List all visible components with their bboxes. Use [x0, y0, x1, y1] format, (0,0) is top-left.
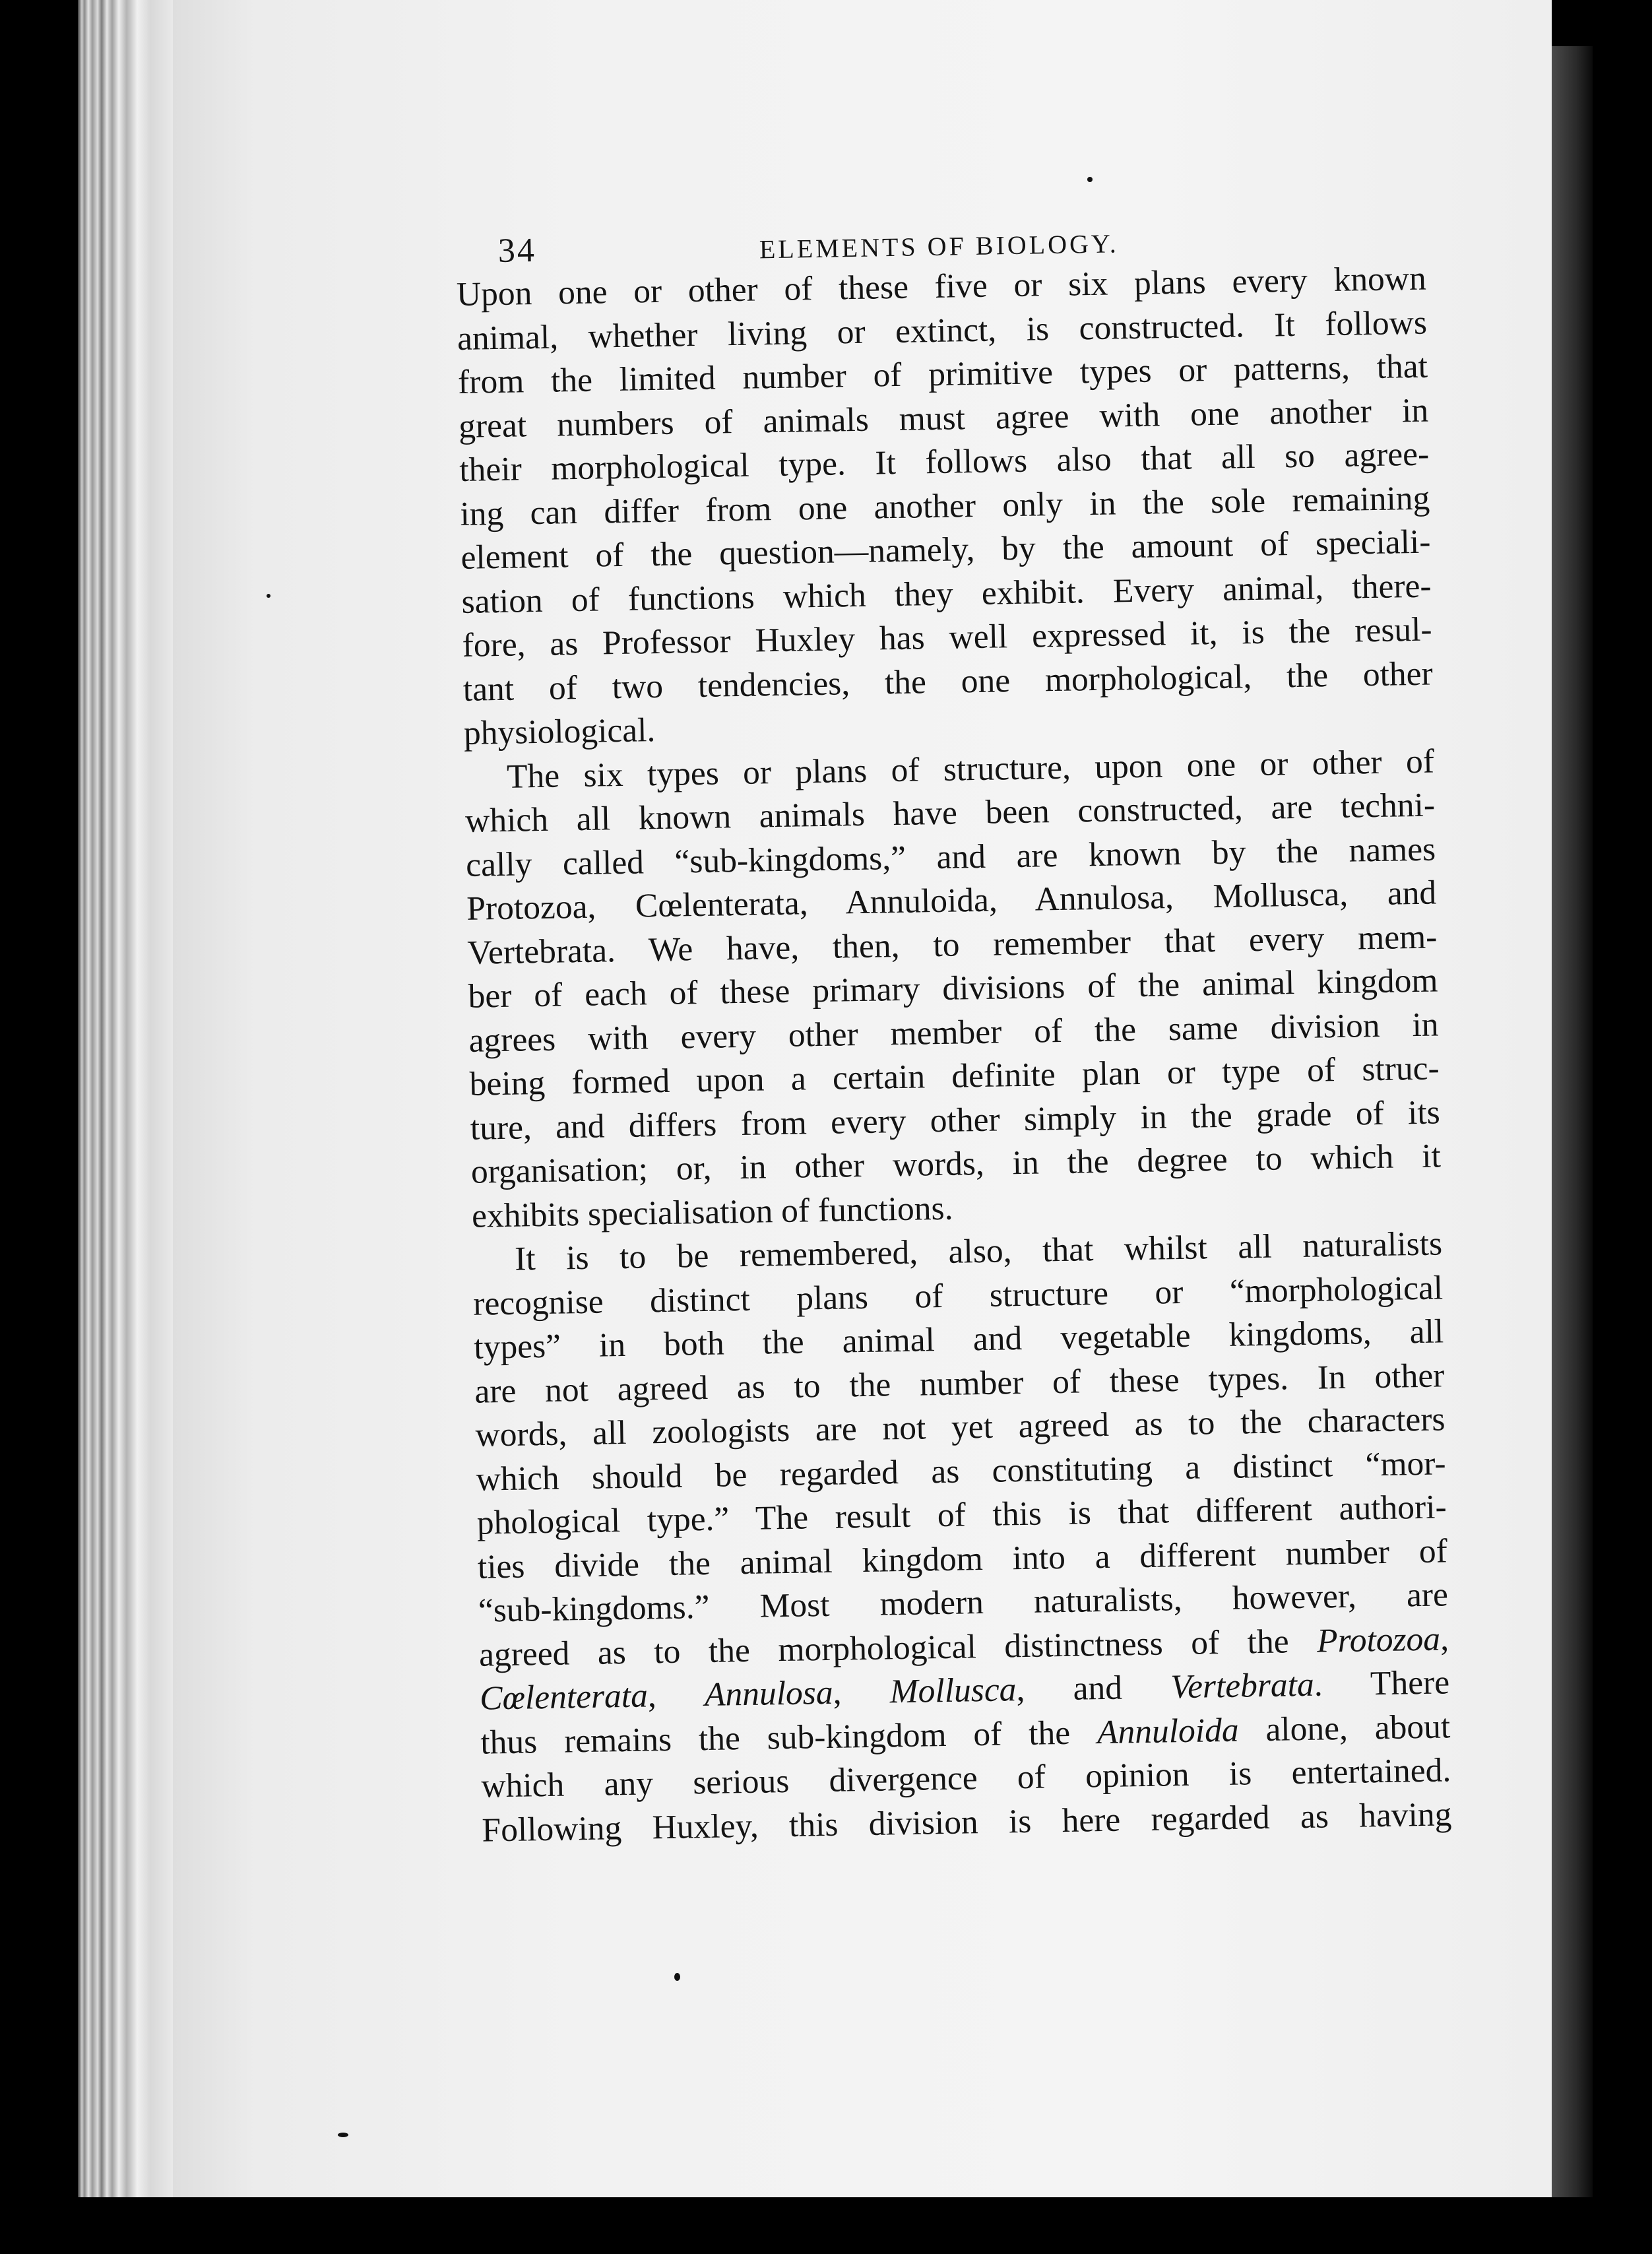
text-line: The six types or plans of structure, upon one or other of — [506, 742, 1435, 796]
text-line: fore, as Professor Huxley has well expressed it, is the resul- — [462, 610, 1433, 664]
page-edges — [78, 0, 177, 2204]
text-line: ber of each of these primary divisions of the animal kingdom — [468, 961, 1438, 1015]
text-line: phological type.” The result of this is that different authori- — [476, 1488, 1447, 1542]
page-number: 34 — [497, 231, 537, 270]
paragraph — [472, 1222, 1452, 1852]
text-line: physiological. — [463, 711, 656, 752]
paragraph — [464, 740, 1442, 1239]
text-line: words, all zoologists are not yet agreed as to the characters — [475, 1400, 1446, 1454]
text-line: animal, whether living or extinct, is constructed. It follows — [457, 304, 1428, 358]
text-line: thus remains the sub-kingdom of the Annuloida alone, about — [480, 1707, 1451, 1762]
text-line: ture, and differs from every other simply in the grade of its — [470, 1093, 1441, 1147]
text-line: Upon one or other of these five or six plans every known — [456, 259, 1427, 313]
text-line: Cœlenterata, Annulosa, Mollusca, and Vertebrata. There — [479, 1663, 1450, 1718]
text-line: Following Huxley, this division is here regarded as having — [482, 1795, 1452, 1850]
ink-speck — [1087, 177, 1093, 182]
text-block — [455, 202, 1452, 1853]
text-line: cally called “sub-kingdoms,” and are known by the names — [465, 829, 1436, 884]
text-line: Protozoa, Cœlenterata, Annuloida, Annulosa, Mollusca, and — [466, 874, 1437, 928]
running-head-title: ELEMENTS OF BIOLOGY. — [759, 228, 1119, 265]
text-line: which should be regarded as constituting a distinct “mor- — [476, 1444, 1446, 1498]
text-line: are not agreed as to the number of these types. In other — [474, 1356, 1445, 1411]
text-line: element of the question—namely, by the amount of speciali- — [461, 523, 1431, 577]
text-line: tant of two tendencies, the one morphological, the other — [462, 655, 1434, 709]
text-line: “sub-kingdoms.” Most modern naturalists, however, are — [478, 1576, 1449, 1630]
ink-speck — [338, 2133, 348, 2137]
text-line: from the limited number of primitive types or patterns, that — [457, 347, 1428, 401]
text-line: agreed as to the morphological distinctness of the Protozoa, — [478, 1619, 1449, 1674]
text-line: Vertebrata. We have, then, to remember that every mem- — [466, 917, 1438, 972]
text-line: which any serious divergence of opinion is entertained. — [480, 1751, 1451, 1805]
bottom-edge — [78, 2197, 1595, 2254]
text-line: exhibits specialisation of functions. — [471, 1189, 953, 1235]
text-line: recognise distinct plans of structure or “morphological — [472, 1268, 1444, 1323]
text-line: organisation; or, in other words, in the degree to which it — [470, 1137, 1442, 1191]
text-line: which all known animals have been constructed, are techni- — [464, 786, 1436, 840]
text-line: It is to be remembered, also, that whilst all naturalists — [514, 1225, 1443, 1278]
text-line: ties divide the animal kingdom into a different number of — [477, 1531, 1448, 1586]
ink-speck — [674, 1973, 680, 1981]
text-line: ing can differ from one another only in the sole remaining — [459, 479, 1430, 533]
text-line: types” in both the animal and vegetable kingdoms, all — [473, 1312, 1444, 1367]
binding-shadow — [1552, 46, 1593, 2204]
ink-speck — [267, 594, 270, 598]
text-line: agrees with every other member of the same division in — [468, 1005, 1439, 1060]
paragraph — [456, 257, 1434, 756]
text-line: being formed upon a certain definite plan or type of struc- — [469, 1049, 1440, 1103]
text-line: great numbers of animals must agree with one another in — [458, 391, 1429, 445]
text-line: sation of functions which they exhibit. Every animal, there- — [461, 567, 1432, 621]
text-line: their morphological type. It follows also that all so agree- — [459, 435, 1430, 489]
